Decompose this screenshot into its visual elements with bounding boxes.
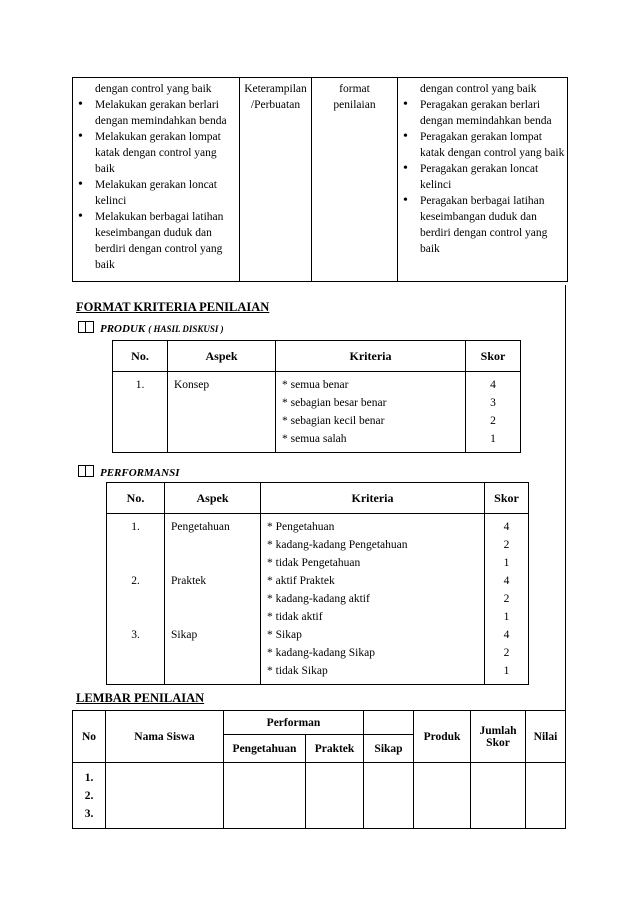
indicator-item: • Melakukan berbagai latihan keseimbangan duduk dan berdiri dengan control yang baik (75, 209, 237, 273)
produk-aspek: Konsep (168, 372, 276, 453)
header-jumlah-skor (471, 711, 526, 763)
row-aspek: Sikap (171, 629, 198, 641)
skor-value: 4 (503, 629, 510, 641)
skor-value: 1 (503, 557, 510, 569)
question-item: • Peragakan gerakan lompat katak dengan control yang baik (400, 129, 565, 161)
questions-cell (398, 78, 568, 282)
header-kriteria: Kriteria (276, 341, 466, 372)
header-blank (364, 711, 414, 735)
question-item: • Peragakan berbagai latihan keseimbangan duduk dan berdiri dengan control yang baik (400, 193, 565, 257)
skor-value: 4 (503, 521, 510, 533)
skor-value: 2 (503, 539, 510, 551)
header-sikap: Sikap (364, 735, 414, 763)
kriteria-line: * tidak Sikap (267, 665, 328, 677)
header-nilai: Nilai (526, 711, 566, 763)
kriteria-line: * kadang-kadang Pengetahuan (267, 539, 408, 551)
book-icon (78, 465, 94, 477)
header-skor: Skor (466, 341, 521, 372)
technique-cell (240, 78, 312, 282)
question-continuation: dengan control yang baik (420, 83, 537, 95)
header-pengetahuan: Pengetahuan (224, 735, 306, 763)
header-performan: Performan (224, 711, 364, 735)
skor-value: 1 (503, 611, 510, 623)
header-kriteria: Kriteria (261, 483, 485, 514)
kriteria-line: * semua salah (282, 433, 347, 445)
performansi-heading-text: PERFORMANSI (100, 467, 180, 479)
row-no: 3. (131, 629, 140, 641)
row-number: 3. (84, 807, 94, 820)
performansi-heading (78, 464, 179, 480)
row-numbers (73, 763, 106, 829)
kriteria-line: * Pengetahuan (267, 521, 335, 533)
indicator-item: • Melakukan gerakan loncat kelinci (75, 177, 237, 209)
question-item: • Peragakan gerakan loncat kelinci (400, 161, 565, 193)
produk-no: 1. (113, 372, 168, 453)
indicators-cell (73, 78, 240, 282)
jumlah-line2: Skor (486, 736, 510, 749)
skor-value: 2 (490, 415, 496, 427)
input-cell-jumlah[interactable] (471, 763, 526, 829)
input-cell-sikap[interactable] (364, 763, 414, 829)
lembar-title: LEMBAR PENILAIAN (76, 691, 205, 705)
performansi-no-cell (107, 514, 165, 685)
instrument-text: format penilaian (333, 83, 376, 111)
performansi-table (106, 482, 529, 685)
technique-text: Keterampilan /Perbuatan (244, 83, 307, 111)
kriteria-line: * semua benar (282, 379, 349, 391)
question-item: • Peragakan gerakan berlari dengan memindahkan benda (400, 97, 565, 129)
input-cell-nama[interactable] (106, 763, 224, 829)
indicator-item: • Melakukan gerakan lompat katak dengan control yang baik (75, 129, 237, 177)
performansi-aspek-cell (165, 514, 261, 685)
produk-kriteria (276, 372, 466, 453)
row-number: 2. (84, 789, 94, 802)
header-skor: Skor (485, 483, 529, 514)
skor-value: 2 (503, 647, 510, 659)
skor-value: 1 (490, 433, 496, 445)
row-aspek: Praktek (171, 575, 207, 587)
header-produk: Produk (414, 711, 471, 763)
instrument-cell (312, 78, 398, 282)
kriteria-line: * aktif Praktek (267, 575, 335, 587)
skor-value: 3 (490, 397, 496, 409)
book-icon (78, 321, 94, 333)
header-no: No. (113, 341, 168, 372)
performansi-skor-cell (485, 514, 529, 685)
header-nama-siswa: Nama Siswa (106, 711, 224, 763)
indicator-item: • Melakukan gerakan berlari dengan memindahkan benda (75, 97, 237, 129)
kriteria-line: * kadang-kadang aktif (267, 593, 370, 605)
kriteria-line: * tidak aktif (267, 611, 323, 623)
lembar-table (72, 710, 566, 829)
header-aspek: Aspek (165, 483, 261, 514)
row-no: 1. (131, 521, 140, 533)
row-no: 2. (131, 575, 140, 587)
produk-heading-sub: ( HASIL DISKUSI ) (148, 324, 224, 334)
performansi-kriteria-cell (261, 514, 485, 685)
produk-table (112, 340, 521, 453)
kriteria-line: * tidak Pengetahuan (267, 557, 361, 569)
kriteria-line: * kadang-kadang Sikap (267, 647, 375, 659)
skor-value: 1 (503, 665, 510, 677)
kriteria-line: * sebagian besar benar (282, 397, 387, 409)
input-cell-nilai[interactable] (526, 763, 566, 829)
header-aspek: Aspek (168, 341, 276, 372)
skor-value: 2 (503, 593, 510, 605)
format-title: FORMAT KRITERIA PENILAIAN (76, 300, 270, 314)
header-no: No. (107, 483, 165, 514)
input-cell-praktek[interactable] (306, 763, 364, 829)
produk-skor (466, 372, 521, 453)
header-no: No (73, 711, 106, 763)
kriteria-line: * Sikap (267, 629, 302, 641)
header-praktek: Praktek (306, 735, 364, 763)
produk-heading-main: PRODUK (100, 323, 146, 335)
continuation-table (72, 77, 568, 282)
row-aspek: Pengetahuan (171, 521, 230, 533)
skor-value: 4 (503, 575, 510, 587)
kriteria-line: * sebagian kecil benar (282, 415, 385, 427)
input-cell-produk[interactable] (414, 763, 471, 829)
input-cell-pengetahuan[interactable] (224, 763, 306, 829)
skor-value: 4 (490, 379, 496, 391)
indicator-continuation: dengan control yang baik (95, 83, 212, 95)
row-number: 1. (84, 771, 94, 784)
jumlah-line1: Jumlah (479, 724, 517, 737)
produk-heading (78, 320, 224, 336)
